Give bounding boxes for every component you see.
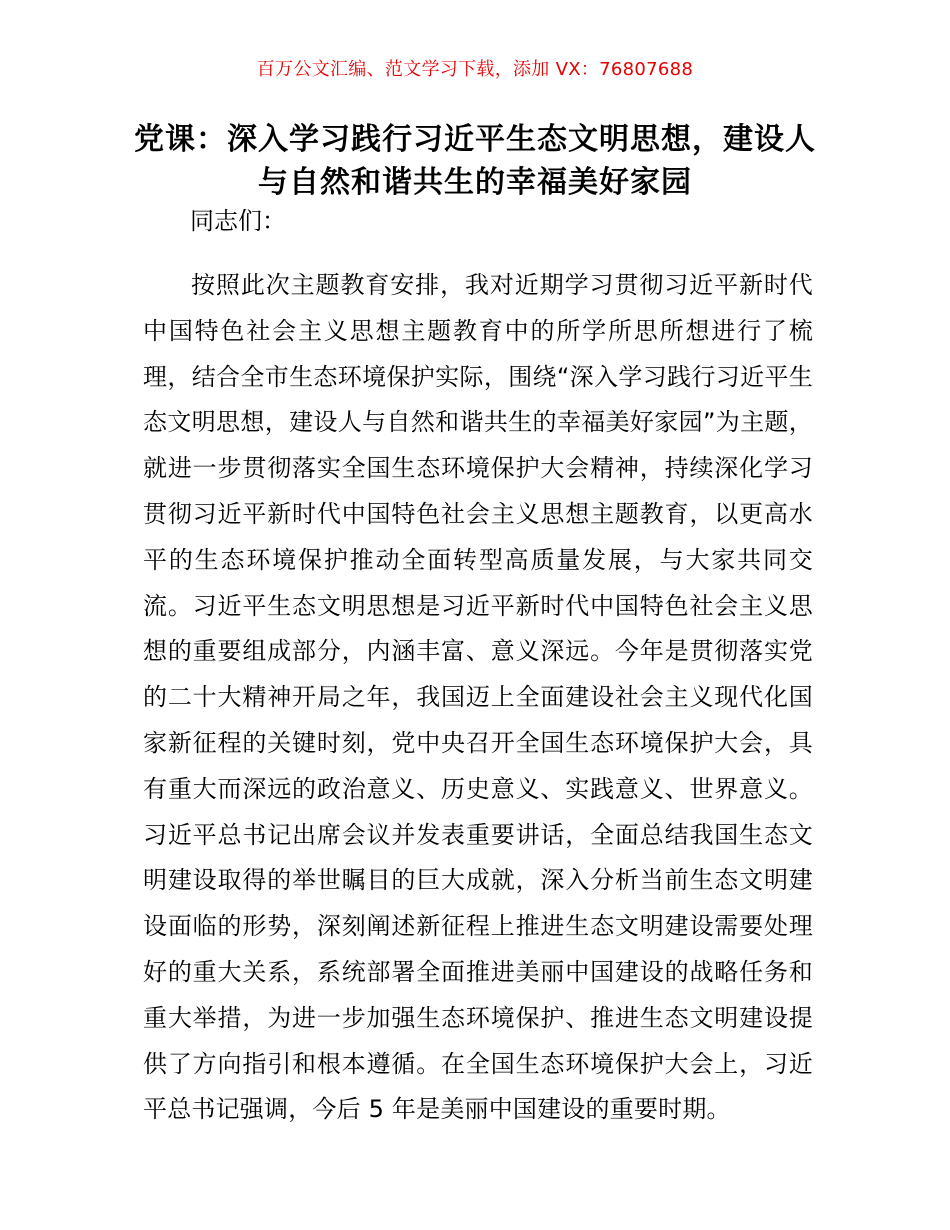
salutation: 同志们： — [190, 207, 286, 235]
body-paragraph: 按照此次主题教育安排，我对近期学习贯彻习近平新时代中国特色社会主义思想主题教育中的所学所思所想进行了梳理，结合全市生态环境保护实际，围绕“深入学习践行习近平生态文明思想，建设人与自然和谐共生的幸福美好家园”为主题，就进一步贯彻落实全国生态环境保护大会精神，持续深化学习贯彻习近平新时代中国特色社会主义思想主题教育，以更高水平的生态环境保护推动全面转型高质量发展，与大家共同交流。习近平生态文明思想是习近平新时代中国特色社会主义思想的重要组成部分，内涵丰富、意义深远。今年是贯彻落实党的二十大精神开局之年，我国迈上全面建设社会主义现代化国家新征程的关键时刻，党中央召开全国生态环境保护大会，具有重大而深远的政治意义、历史意义、实践意义、世界意义。习近平总书记出席会议并发表重要讲话，全面总结我国生态文明建设取得的举世瞩目的巨大成就，深入分析当前生态文明建设面临的形势，深刻阐述新征程上推进生态文明建设需要处理好的重大关系，系统部署全面推进美丽中国建设的战略任务和重大举措，为进一步加强生态环境保护、推进生态文明建设提供了方向指引和根本遵循。在全国生态环境保护大会上，习近平总书记强调，今后 5 年是美丽中国建设的重要时期。 — [143, 271, 813, 1124]
document-title: 党课：深入学习践行习近平生态文明思想，建设人与自然和谐共生的幸福美好家园 — [134, 122, 816, 200]
header-ad-text: 百万公文汇编、范文学习下载，添加 VX：76807688 — [256, 59, 694, 80]
